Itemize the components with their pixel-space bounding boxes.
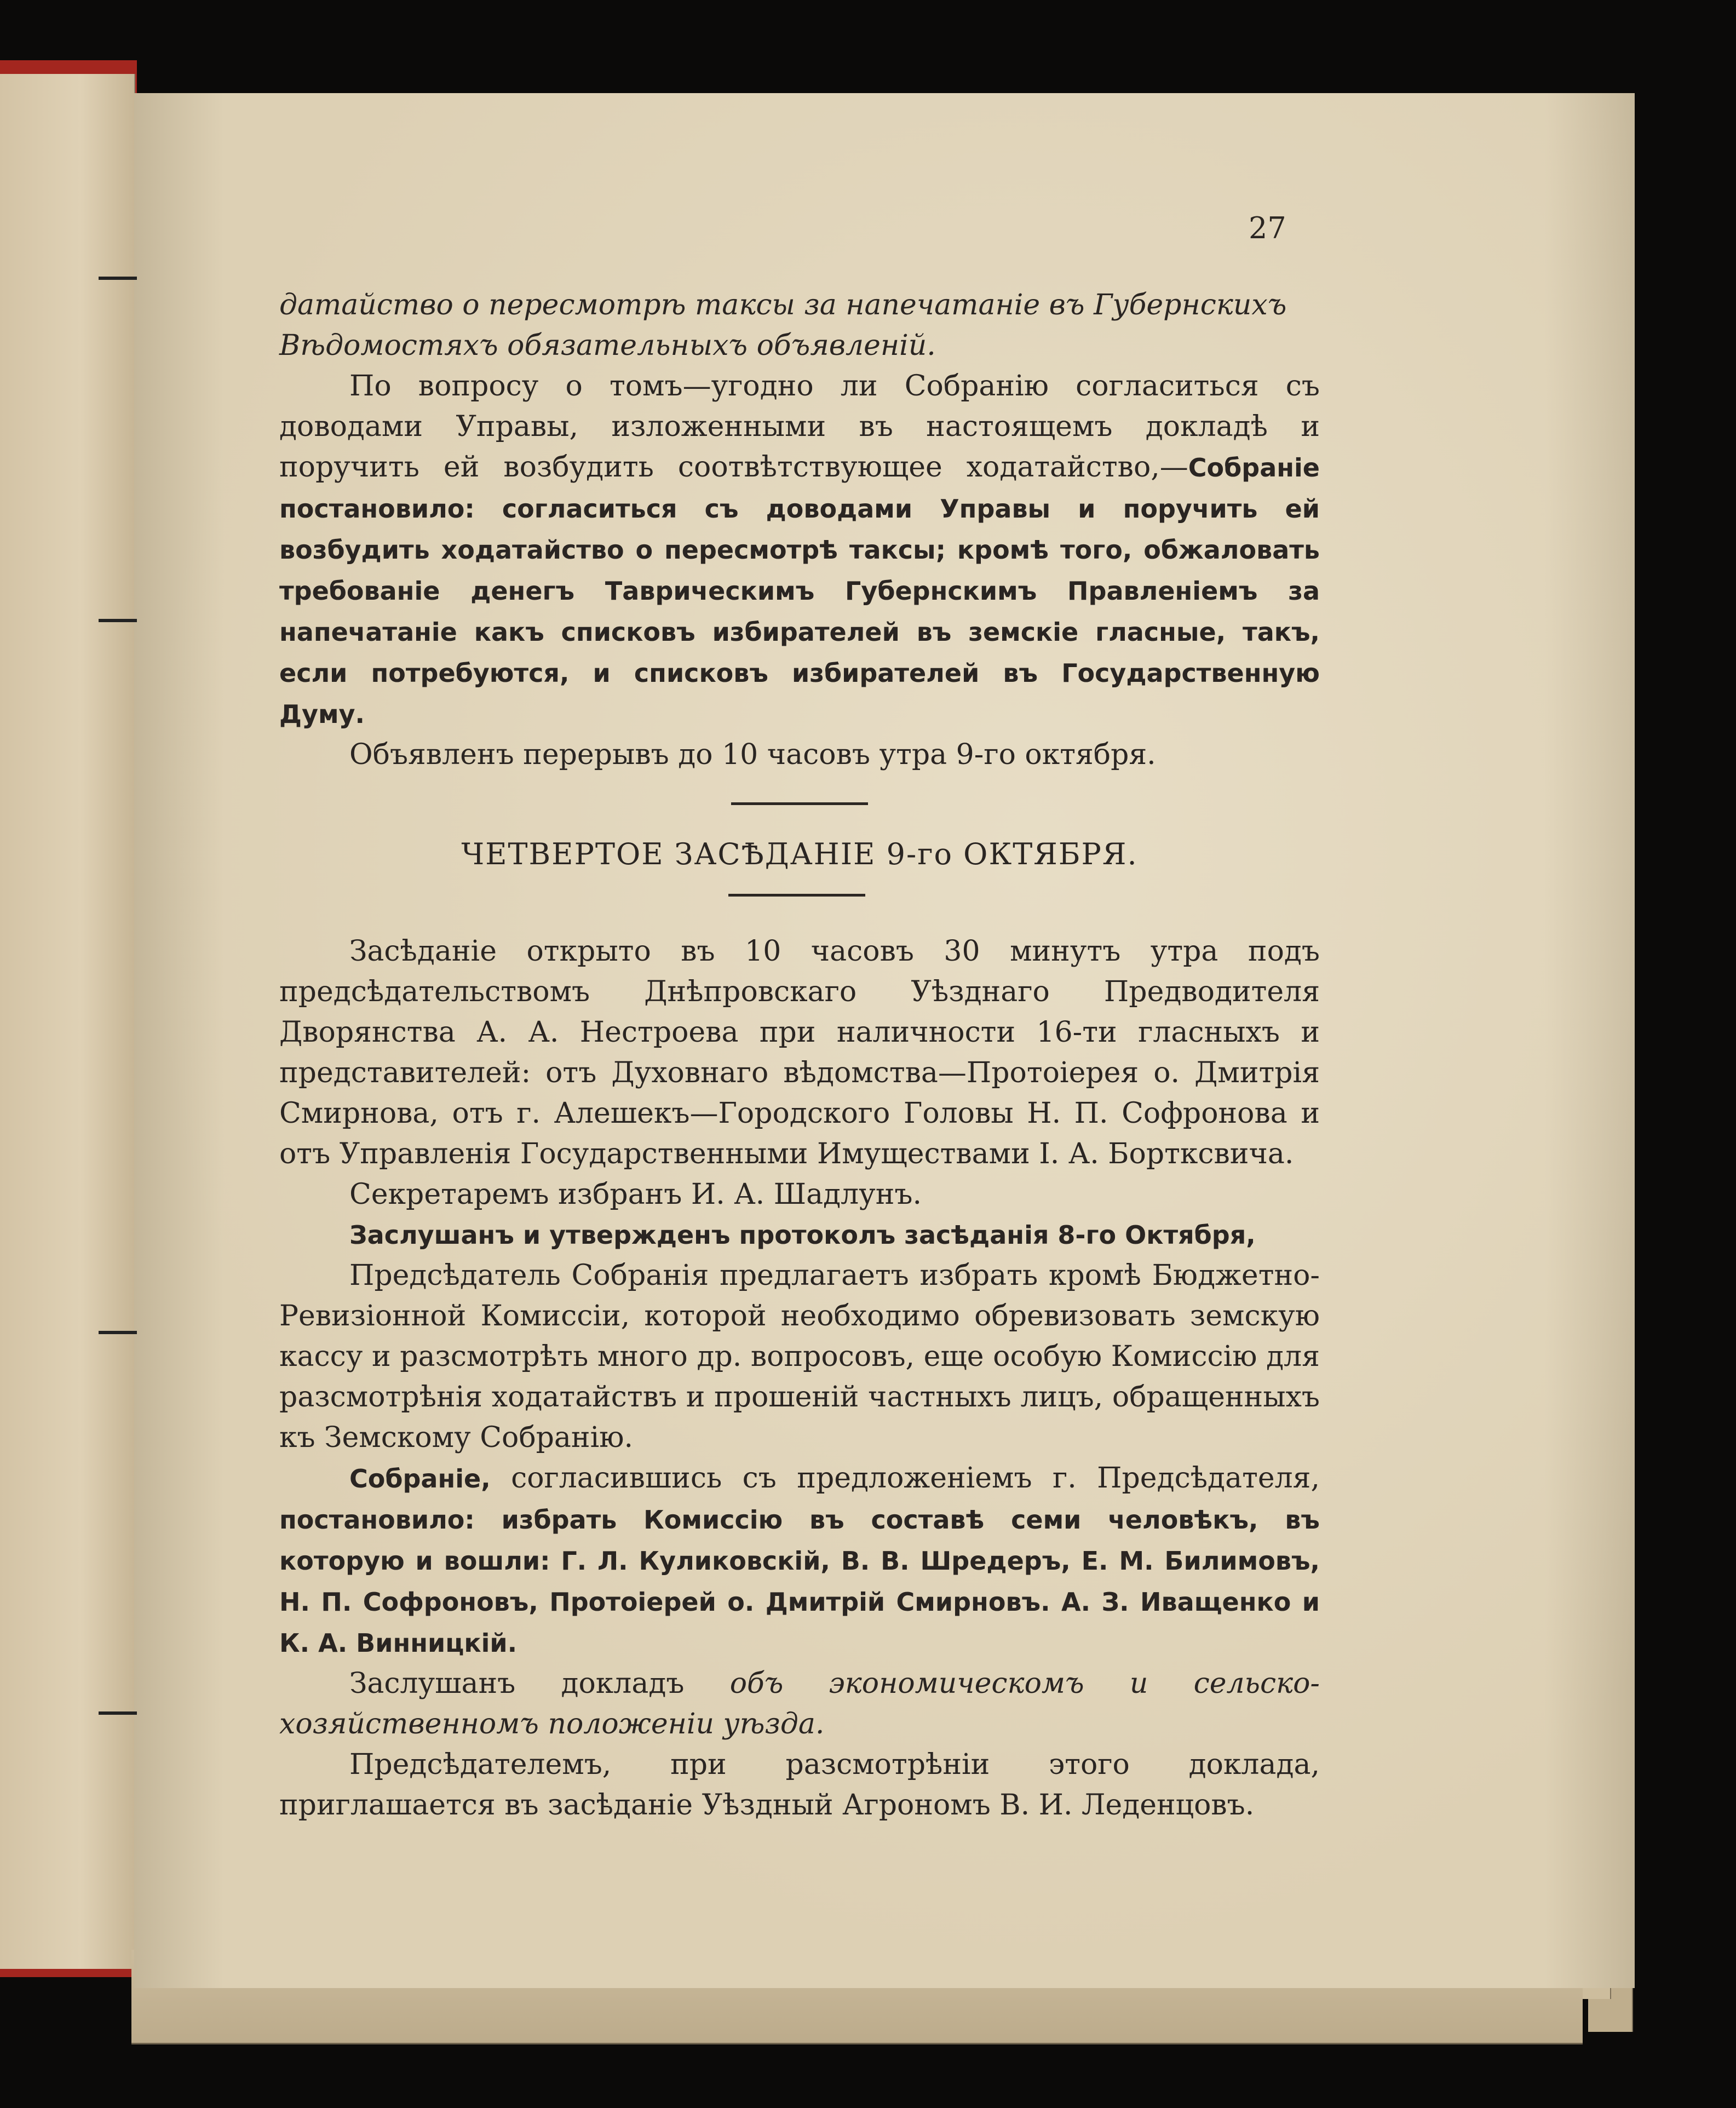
resolution-bold-text: Собраніе постановило: согласиться съ доводами Управы и поручить ей возбудить ходатайство о пересмотрѣ таксы; кромѣ того, обжаловать требованіе денегъ Таврическимъ Губернскимъ Правленіемъ за напечатаніе какъ списковъ избирателей въ земскіе гласные, такъ, если потребуются, и списковъ избирателей въ Государственную Думу.: [279, 453, 1320, 729]
question-text: По вопросу о томъ—угодно ли Собранію согласиться съ доводами Управы, изложенными въ настоящемъ докладѣ и поручить ей возбудить соотвѣтствующее ходатайство,—: [279, 370, 1320, 484]
paragraph-protocol: Заслушанъ и утвержденъ протоколъ засѣданія 8-го Октября,: [349, 1220, 1256, 1250]
binding-thread: [99, 1711, 137, 1715]
binding-thread: [99, 1331, 137, 1334]
text-block-top: [279, 285, 1320, 775]
assembly-bold: Собраніе,: [349, 1464, 491, 1494]
assembly-normal: согласившись съ предложеніемъ г. Предсѣдателя,: [490, 1462, 1320, 1495]
paragraph-report: [279, 1663, 1320, 1744]
paragraph-chairman: Предсѣдатель Собранія предлагаетъ избрать кромѣ Бюджетно-Ревизіонной Комиссіи, которой необходимо обревизовать земскую кассу и разсмотрѣть много др. вопросовъ, еще особую Комиссію для разсмотрѣнія ходатайствъ и прошеній частныхъ лицъ, обращенныхъ къ Земскому Собранію.: [279, 1259, 1320, 1454]
page-number: 27: [1249, 211, 1286, 245]
left-page-edge: [0, 74, 135, 1969]
divider-rule: [731, 802, 868, 805]
paragraph-secretary: Секретаремъ избранъ И. А. Шадлунъ.: [349, 1178, 922, 1211]
paragraph-agronomist: Предсѣдателемъ, при разсмотрѣніи этого доклада, приглашается въ засѣданіе Уѣздный Агрономъ В. И. Леденцовъ.: [279, 1748, 1320, 1822]
italic-line: Вѣдомостяхъ обязательныхъ объявленій.: [279, 329, 936, 362]
binding-thread: [99, 619, 137, 622]
divider-rule: [728, 894, 865, 897]
text-block-session: [279, 931, 1320, 1825]
paragraph-break: Объявленъ перерывъ до 10 часовъ утра 9-го октября.: [349, 738, 1156, 771]
paragraph-question: [279, 366, 1320, 734]
section-heading: ЧЕТВЕРТОЕ ЗАСѢДАНІЕ 9-го ОКТЯБРЯ.: [461, 837, 1138, 871]
report-italic: объ экономическомъ и сельско-хозяйственномъ положеніи уѣзда.: [279, 1667, 1320, 1741]
italic-line: датайство о пересмотрѣ таксы за напечатаніе въ Губернскихъ: [279, 289, 1287, 321]
paragraph-assembly: [279, 1458, 1320, 1663]
assembly-resolution-bold: постановило: избрать Комиссію въ составѣ семи человѣкъ, въ которую и вошли: Г. Л. Куликовскій, В. В. Шредеръ, Е. М. Билимовъ, Н. П. Софроновъ, Протоіерей о. Дмитрій Смирновъ. А. З. Иващенко и К. А. Винницкій.: [279, 1505, 1320, 1658]
report-normal: Заслушанъ докладъ: [349, 1667, 730, 1700]
paragraph-opened: Засѣданіе открыто въ 10 часовъ 30 минутъ утра подъ предсѣдательствомъ Днѣпровскаго Уѣзднаго Предводителя Дворянства А. А. Нестроева при наличности 16-ти гласныхъ и представителей: отъ Духовнаго вѣдомства—Протоіерея о. Дмитрія Смирнова, отъ г. Алешекъ—Городского Головы Н. П. Софронова и отъ Управленія Государственными Имуществами І. А. Бортксвича.: [279, 935, 1320, 1170]
binding-thread: [99, 277, 137, 280]
